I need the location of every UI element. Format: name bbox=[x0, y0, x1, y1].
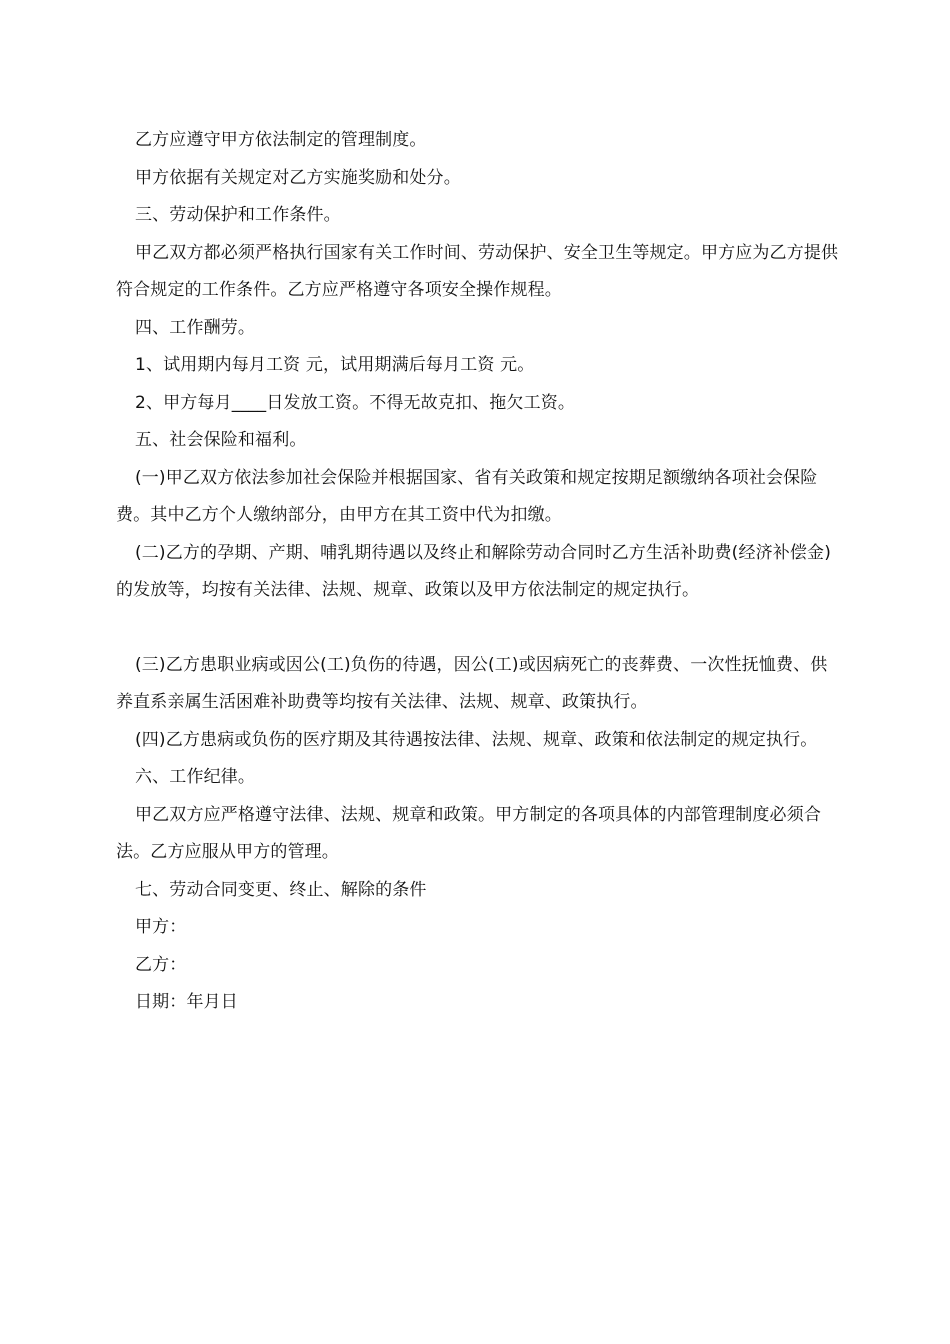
signature-party-b: 乙方： bbox=[135, 954, 187, 975]
paragraph-insurance-item-2: (二)乙方的孕期、产期、哺乳期待遇以及终止和解除劳动合同时乙方生活补助费(经济补偿金)的发放等，均按有关法律、法规、规章、政策以及甲方依法制定的规定执行。 bbox=[116, 542, 831, 600]
paragraph-management-rules: 乙方应遵守甲方依法制定的管理制度。 bbox=[135, 130, 427, 150]
document-body bbox=[116, 122, 844, 1022]
section-heading-compensation: 四、工作酬劳。 bbox=[135, 317, 256, 338]
paragraph-insurance-item-4: (四)乙方患病或负伤的医疗期及其待遇按法律、法规、规章、政策和依法制定的规定执行。 bbox=[135, 729, 818, 750]
paragraph-rewards-penalties: 甲方依据有关规定对乙方实施奖励和处分。 bbox=[135, 167, 461, 188]
paragraph-spacer bbox=[116, 610, 844, 647]
signature-date: 日期：年月日 bbox=[135, 992, 238, 1012]
paragraph-salary-date: 2、甲方每月____日发放工资。不得无故克扣、拖欠工资。 bbox=[135, 392, 576, 413]
paragraph-salary-amount: 1、试用期内每月工资 元，试用期满后每月工资 元。 bbox=[135, 355, 535, 375]
section-heading-contract-changes: 七、劳动合同变更、终止、解除的条件 bbox=[135, 879, 427, 900]
section-heading-labor-protection: 三、劳动保护和工作条件。 bbox=[135, 205, 341, 225]
section-heading-social-insurance: 五、社会保险和福利。 bbox=[135, 430, 307, 450]
paragraph-insurance-item-3: (三)乙方患职业病或因公(工)负伤的待遇，因公(工)或因病死亡的丧葬费、一次性抚恤费、供养直系亲属生活困难补助费等均按有关法律、法规、规章、政策执行。 bbox=[116, 654, 828, 712]
section-heading-work-discipline: 六、工作纪律。 bbox=[135, 767, 256, 787]
paragraph-work-discipline: 甲乙双方应严格遵守法律、法规、规章和政策。甲方制定的各项具体的内部管理制度必须合法。乙方应服从甲方的管理。 bbox=[116, 804, 821, 862]
paragraph-labor-protection: 甲乙双方都必须严格执行国家有关工作时间、劳动保护、安全卫生等规定。甲方应为乙方提供符合规定的工作条件。乙方应严格遵守各项安全操作规程。 bbox=[116, 242, 839, 300]
paragraph-insurance-item-1: (一)甲乙双方依法参加社会保险并根据国家、省有关政策和规定按期足额缴纳各项社会保险费。其中乙方个人缴纳部分，由甲方在其工资中代为扣缴。 bbox=[116, 467, 818, 525]
signature-party-a: 甲方： bbox=[135, 917, 187, 937]
